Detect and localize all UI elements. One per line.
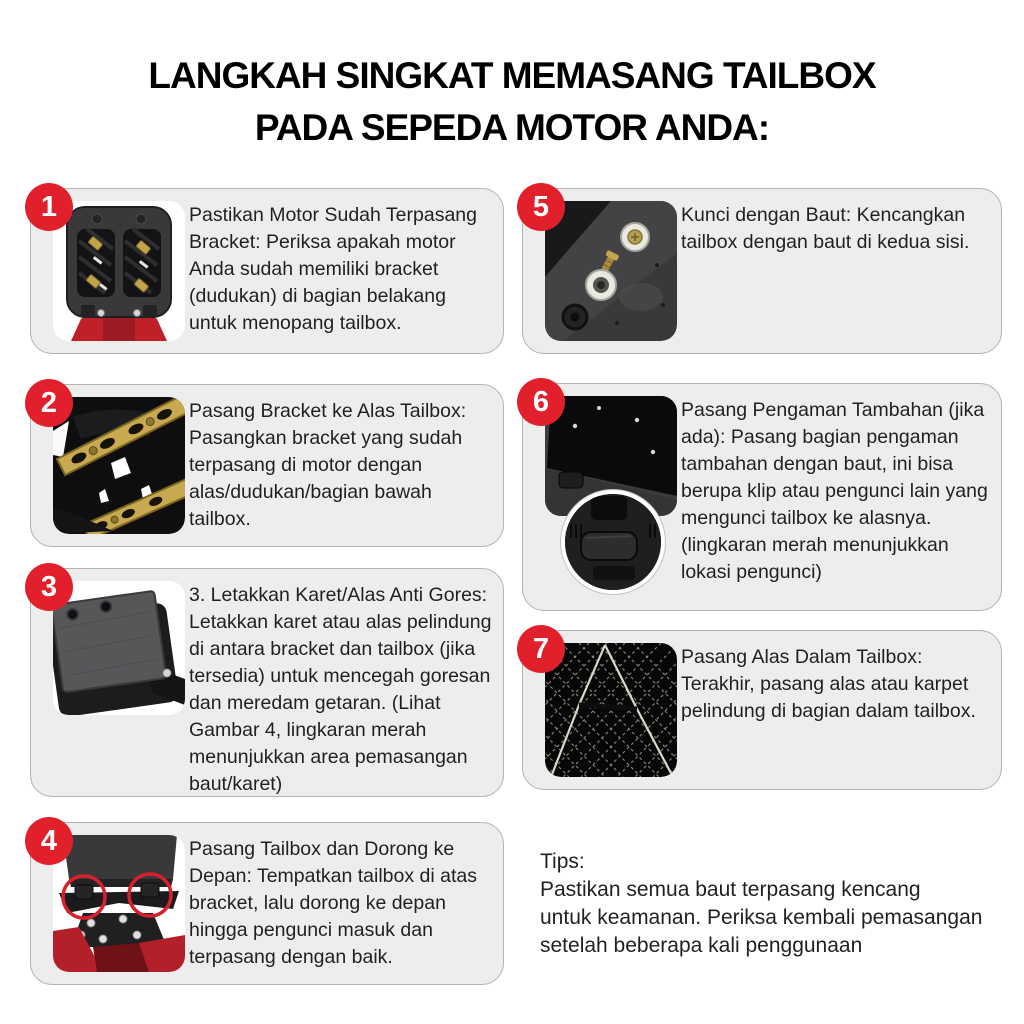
quilted-mat-illustration <box>545 643 677 777</box>
step-5-card <box>522 188 1002 354</box>
step-7-text: Pasang Alas Dalam Tailbox: Terakhir, pasang alas atau karpet pelindung di bagian dalam tailbox. <box>681 646 976 722</box>
bracket-top-view-illustration <box>53 201 185 341</box>
step-6-card <box>522 383 1002 611</box>
bolt-washers-photo <box>545 201 677 341</box>
bracket-rails-illustration <box>53 397 185 534</box>
step-2-number-badge: 2 <box>25 379 73 427</box>
rubber-pad-photo <box>53 581 185 715</box>
step-4-text: Pasang Tailbox dan Dorong ke Depan: Tempatkan tailbox di atas bracket, lalu dorong ke depan hingga pengunci masuk dan terpasang dengan baik. <box>189 838 477 968</box>
step-5-number-badge: 5 <box>517 183 565 231</box>
title-line-1: LANGKAH SINGKAT MEMASANG TAILBOX <box>148 55 876 96</box>
step-5-text: Kunci dengan Baut: Kencangkan tailbox dengan baut di kedua sisi. <box>681 204 970 253</box>
step-3-text: 3. Letakkan Karet/Alas Anti Gores: Letakkan karet atau alas pelindung di antara bracket dan tailbox (jika tersedia) untuk mencegah goresan dan meredam getaran. (Lihat Gambar 4, lingkaran merah menunjukkan area pemasangan baut/karet) <box>189 584 492 795</box>
step-6-text: Pasang Pengaman Tambahan (jika ada): Pasang bagian pengaman tambahan dengan baut, ini bisa berupa klip atau pengunci lain yang mengunci tailbox ke alasnya. (lingkaran merah menunjukkan lokasi pengunci) <box>681 399 988 583</box>
step-1-text: Pastikan Motor Sudah Terpasang Bracket: Periksa apakah motor Anda sudah memiliki bracket (dudukan) di bagian belakang untuk menopang tailbox. <box>189 204 477 334</box>
step-1-number-badge: 1 <box>25 183 73 231</box>
step-3-card <box>30 568 504 797</box>
step-7-card <box>522 630 1002 790</box>
step-2-text: Pasang Bracket ke Alas Tailbox: Pasangkan bracket yang sudah terpasang di motor dengan alas/dudukan/bagian bawah tailbox. <box>189 400 467 530</box>
tips-line-1: Pastikan semua baut terpasang kencang <box>540 878 921 901</box>
bolt-washers-illustration <box>545 201 677 341</box>
bracket-rails-photo <box>53 397 185 534</box>
bracket-top-view-photo <box>53 201 185 341</box>
step-7-number-badge: 7 <box>517 625 565 673</box>
tips-section <box>540 848 990 960</box>
latch-highlight-photo <box>53 835 185 972</box>
step-2-card <box>30 384 504 547</box>
step-3-number-badge: 3 <box>25 563 73 611</box>
step-6-number-badge: 6 <box>517 378 565 426</box>
tips-heading: Tips: <box>540 850 585 873</box>
step-4-card <box>30 822 504 985</box>
tips-line-2: untuk keamanan. Periksa kembali pemasangan <box>540 906 983 929</box>
title-line-2: PADA SEPEDA MOTOR ANDA: <box>254 107 770 148</box>
rubber-pad-illustration <box>53 581 185 715</box>
latch-highlight-illustration <box>53 835 185 972</box>
step-1-card <box>30 188 504 354</box>
lock-clip-zoom-inset <box>561 490 665 594</box>
tips-line-3: setelah beberapa kali penggunaan <box>540 934 863 957</box>
lock-clip-illustration <box>565 494 661 590</box>
step-4-number-badge: 4 <box>25 817 73 865</box>
quilted-mat-photo <box>545 643 677 777</box>
page-title <box>0 50 1024 154</box>
